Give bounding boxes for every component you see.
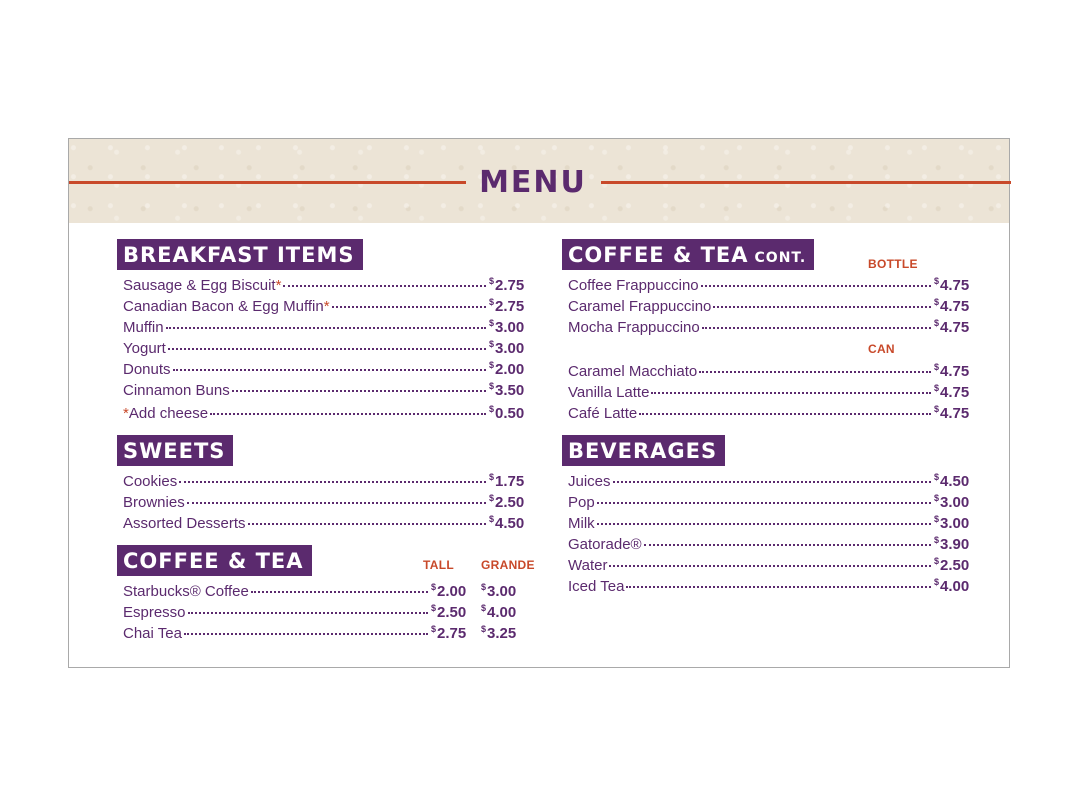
- item-price: $2.75: [489, 297, 525, 315]
- item-name: Cookies: [123, 473, 178, 490]
- item-price: $3.00: [489, 339, 525, 357]
- dot-leader: [283, 285, 486, 287]
- can-header: CAN: [868, 342, 895, 356]
- item-name: Chai Tea: [123, 625, 182, 642]
- dot-leader: [597, 502, 931, 504]
- menu-item: [117, 313, 537, 334]
- item-name: Espresso: [123, 604, 186, 621]
- grande-price: $3.00: [481, 582, 517, 600]
- menu-item: [117, 619, 537, 640]
- item-price: $4.75: [934, 276, 970, 294]
- item-price: $4.75: [934, 383, 970, 401]
- dot-leader: [639, 413, 931, 415]
- item-name: Caramel Macchiato: [568, 363, 698, 380]
- item-price: $2.00: [489, 360, 525, 378]
- item-name: Gatorade®: [568, 536, 642, 553]
- menu-item: [117, 271, 537, 292]
- addon-price: $0.50: [489, 404, 525, 422]
- coffee-tea-cont-heading: COFFEE & TEA CONT.: [562, 239, 814, 270]
- can-list: [562, 357, 982, 420]
- item-name: Juices: [568, 473, 611, 490]
- beverages-heading: BEVERAGES: [562, 435, 725, 466]
- dot-leader: [248, 523, 486, 525]
- menu-item: [562, 313, 982, 334]
- can-header-row: [562, 335, 982, 357]
- item-price: $1.75: [489, 472, 525, 490]
- dot-leader: [644, 544, 931, 546]
- bottle-list: [562, 271, 982, 334]
- item-name: Caramel Frappuccino: [568, 298, 712, 315]
- menu-title: MENU: [479, 165, 587, 200]
- addon-name: [123, 403, 208, 424]
- dot-leader: [651, 392, 931, 394]
- header-rule-left: [69, 181, 466, 184]
- item-name: Iced Tea: [568, 578, 625, 595]
- left-column: [117, 239, 537, 640]
- item-name: Brownies: [123, 494, 185, 511]
- breakfast-list: [117, 271, 537, 397]
- grande-price: $3.25: [481, 624, 517, 642]
- beverages-section: [562, 435, 982, 593]
- item-name: Cinnamon Buns: [123, 382, 230, 399]
- menu-item: [117, 334, 537, 355]
- item-price: $3.50: [489, 381, 525, 399]
- coffee-tea-heading: COFFEE & TEA: [117, 545, 312, 576]
- item-price: $2.75: [489, 276, 525, 294]
- grande-price: $4.00: [481, 603, 517, 621]
- menu-item: [117, 355, 537, 376]
- item-name: Sausage & Egg Biscuit*: [123, 277, 282, 294]
- dot-leader: [179, 481, 486, 483]
- dot-leader: [699, 371, 931, 373]
- header-rule-right: [601, 181, 1011, 184]
- menu-item: [562, 488, 982, 509]
- menu-board: [68, 138, 1010, 668]
- asterisk: *: [275, 277, 282, 294]
- tall-price: $2.75: [431, 624, 467, 642]
- dot-leader: [713, 306, 931, 308]
- menu-item: [562, 271, 982, 292]
- coffee-tea-cont-section: [562, 239, 982, 435]
- item-price: $2.50: [934, 556, 970, 574]
- menu-header: [69, 139, 1009, 223]
- addon-label: Add cheese: [128, 405, 209, 422]
- menu-item: [562, 378, 982, 399]
- item-price: $3.00: [934, 493, 970, 511]
- dot-leader: [609, 565, 931, 567]
- dot-leader: [232, 390, 486, 392]
- menu-item: [562, 509, 982, 530]
- item-name: Coffee Frappuccino: [568, 277, 699, 294]
- item-name: Yogurt: [123, 340, 166, 357]
- menu-item: [562, 292, 982, 313]
- item-price: $4.75: [934, 318, 970, 336]
- item-name: Donuts: [123, 361, 171, 378]
- item-name: Milk: [568, 515, 595, 532]
- breakfast-heading: BREAKFAST ITEMS: [117, 239, 363, 270]
- dot-leader: [187, 502, 486, 504]
- coffee-tea-section: [117, 545, 537, 640]
- right-column: [562, 239, 982, 593]
- sweets-list: [117, 467, 537, 530]
- addon-row: [117, 399, 537, 420]
- addon-star: *: [123, 405, 129, 422]
- bottle-header: BOTTLE: [868, 257, 918, 271]
- dot-leader: [597, 523, 931, 525]
- menu-item: [562, 399, 982, 420]
- item-price: $2.50: [489, 493, 525, 511]
- dot-leader: [210, 413, 486, 415]
- menu-item: [117, 577, 537, 598]
- menu-item: [117, 488, 537, 509]
- item-price: $3.00: [934, 514, 970, 532]
- menu-item: [117, 509, 537, 530]
- breakfast-section: [117, 239, 537, 435]
- tall-column-header: TALL: [423, 558, 454, 572]
- item-name: Pop: [568, 494, 595, 511]
- item-price: $4.50: [489, 514, 525, 532]
- dot-leader: [168, 348, 486, 350]
- item-name: Canadian Bacon & Egg Muffin*: [123, 298, 330, 315]
- item-name: Water: [568, 557, 608, 574]
- item-name: Muffin: [123, 319, 164, 336]
- menu-item: [117, 292, 537, 313]
- menu-item: [562, 530, 982, 551]
- item-price: $3.90: [934, 535, 970, 553]
- menu-item: [117, 376, 537, 397]
- dot-leader: [166, 327, 486, 329]
- dot-leader: [332, 306, 486, 308]
- sweets-section: [117, 435, 537, 545]
- item-price: $3.00: [489, 318, 525, 336]
- asterisk: *: [323, 298, 330, 315]
- item-name: Vanilla Latte: [568, 384, 650, 401]
- cont-suffix: CONT.: [754, 250, 807, 266]
- dot-leader: [184, 633, 428, 635]
- dot-leader: [251, 591, 428, 593]
- menu-item: [117, 467, 537, 488]
- menu-item: [117, 598, 537, 619]
- item-price: $4.75: [934, 362, 970, 380]
- dot-leader: [188, 612, 428, 614]
- dot-leader: [173, 369, 486, 371]
- dot-leader: [702, 327, 931, 329]
- dot-leader: [626, 586, 931, 588]
- item-name: Café Latte: [568, 405, 638, 422]
- menu-item: [562, 551, 982, 572]
- item-price: $4.00: [934, 577, 970, 595]
- grande-column-header: GRANDE: [481, 558, 535, 572]
- sweets-heading: SWEETS: [117, 435, 233, 466]
- menu-item: [562, 572, 982, 593]
- item-name: Starbucks® Coffee: [123, 583, 249, 600]
- menu-item: [562, 357, 982, 378]
- menu-item: [562, 467, 982, 488]
- beverages-list: [562, 467, 982, 593]
- coffee-tea-list: [117, 577, 537, 640]
- item-price: $4.75: [934, 404, 970, 422]
- item-name: Assorted Desserts: [123, 515, 246, 532]
- dot-leader: [613, 481, 931, 483]
- tall-price: $2.50: [431, 603, 467, 621]
- item-price: $4.75: [934, 297, 970, 315]
- dot-leader: [701, 285, 931, 287]
- tall-price: $2.00: [431, 582, 467, 600]
- item-name: Mocha Frappuccino: [568, 319, 700, 336]
- item-price: $4.50: [934, 472, 970, 490]
